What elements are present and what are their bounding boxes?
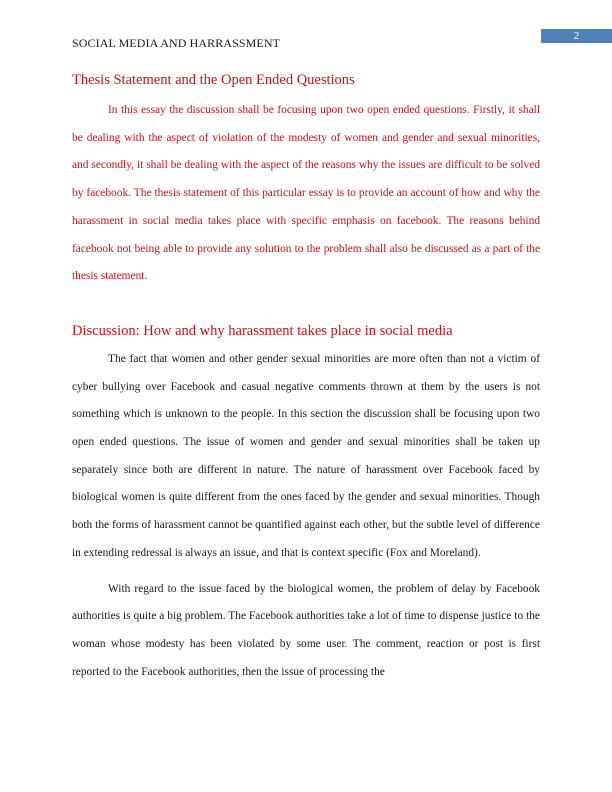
thesis-heading: Thesis Statement and the Open Ended Questions (72, 72, 355, 88)
document-body (72, 70, 540, 686)
thesis-paragraph: In this essay the discussion shall be focusing upon two open ended questions. Firstly, it shall be dealing with the aspect of violation of the modesty of women and gender and sexual minorities, and secondly, it shall be dealing with the aspect of the reasons why the issues are difficult to be solved by facebook. The thesis statement of this particular essay is to provide an account of how and why the harassment in social media takes place with specific emphasis on facebook. The reasons behind facebook not being able to provide any solution to the problem shall also be discussed as a part of the thesis statement. (72, 104, 540, 283)
discussion-heading: Discussion: How and why harassment takes place in social media (72, 322, 453, 339)
page-number: 2 (541, 29, 612, 43)
discussion-paragraph-1: The fact that women and other gender sexual minorities are more often than not a victim of cyber bullying over Facebook and casual negative comments thrown at them by the users is not something which is unknown to the people. In this section the discussion shall be focusing upon two open ended questions. The issue of women and gender and sexual minorities shall be taken up separately since both are different in nature. The nature of harassment over Facebook faced by biological women is quite different from the ones faced by the gender and sexual minorities. Though both the forms of harassment cannot be quantified against each other, but the subtle level of difference in extending redressal is always an issue, and that is context specific (Fox and Moreland). (72, 352, 540, 559)
discussion-paragraph-2: With regard to the issue faced by the biological women, the problem of delay by Facebook authorities is quite a big problem. The Facebook authorities take a lot of time to dispense justice to the woman whose modesty has been violated by some user. The comment, reaction or post is first reported to the Facebook authorities, then the issue of processing the (72, 582, 540, 678)
thesis-section (72, 70, 540, 291)
running-head: SOCIAL MEDIA AND HARRASSMENT (72, 36, 281, 50)
discussion-section (72, 321, 540, 686)
